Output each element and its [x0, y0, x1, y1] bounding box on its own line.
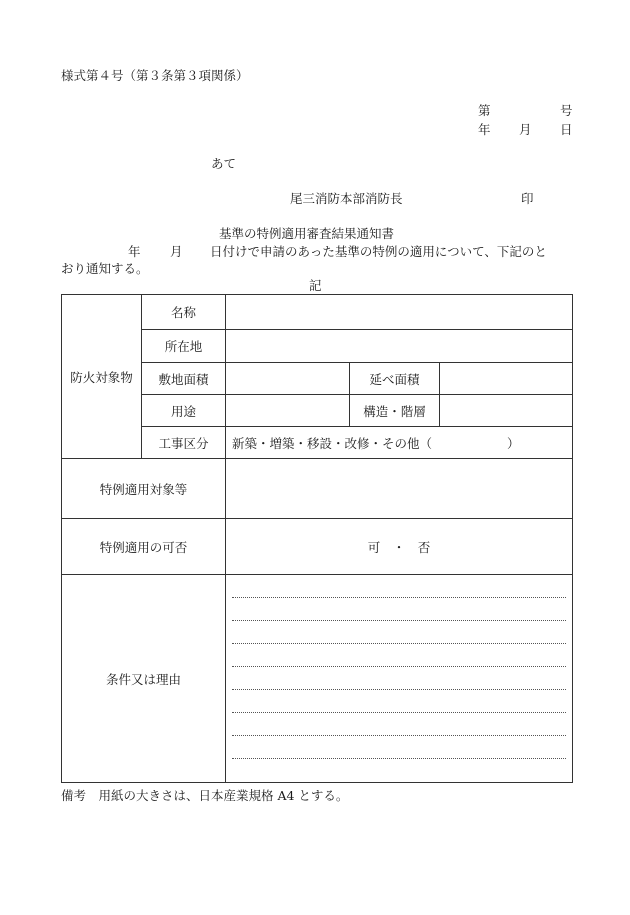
work-type-options[interactable]: 新築・増築・移設・改修・その他（ ）	[226, 427, 573, 459]
use-field[interactable]	[226, 395, 350, 427]
document-number-prefix: 第	[478, 103, 491, 118]
structure-label: 構造・階層	[350, 395, 440, 427]
name-field[interactable]	[226, 295, 573, 330]
addressee: あて	[211, 156, 237, 171]
fire-object-group-label: 防火対象物	[62, 295, 142, 459]
site-area-field[interactable]	[226, 363, 350, 395]
body-line-1: 日付けで申請のあった基準の特例の適用について、下記のと	[210, 244, 547, 259]
form-number: 様式第４号（第３条第３項関係）	[61, 68, 249, 83]
date-month: 月	[519, 122, 532, 137]
date-day: 日	[560, 122, 573, 137]
document-number-suffix: 号	[560, 103, 573, 118]
seal-mark: 印	[521, 191, 534, 206]
exception-target-field[interactable]	[226, 459, 573, 519]
use-label: 用途	[142, 395, 226, 427]
location-label: 所在地	[142, 330, 226, 363]
floor-area-field[interactable]	[440, 363, 573, 395]
floor-area-label: 延べ面積	[350, 363, 440, 395]
approval-label: 特例適用の可否	[62, 519, 226, 575]
work-type-label: 工事区分	[142, 427, 226, 459]
body-month: 月	[170, 244, 183, 259]
body-line-2: おり通知する。	[61, 261, 149, 276]
issuer: 尾三消防本部消防長	[290, 191, 403, 206]
approval-value[interactable]: 可 ・ 否	[226, 519, 573, 575]
exception-target-label: 特例適用対象等	[62, 459, 226, 519]
location-field[interactable]	[226, 330, 573, 363]
remarks-note: 備考 用紙の大きさは、日本産業規格 A4 とする。	[61, 788, 349, 803]
name-label: 名称	[142, 295, 226, 330]
body-year: 年	[128, 244, 141, 259]
conditions-label: 条件又は理由	[62, 575, 226, 783]
conditions-field[interactable]	[226, 575, 573, 783]
ki-heading: 記	[309, 278, 322, 293]
application-form-table	[61, 294, 573, 783]
structure-field[interactable]	[440, 395, 573, 427]
date-year: 年	[478, 122, 491, 137]
site-area-label: 敷地面積	[142, 363, 226, 395]
conditions-ruled-lines	[232, 575, 566, 782]
document-title: 基準の特例適用審査結果通知書	[219, 226, 395, 241]
